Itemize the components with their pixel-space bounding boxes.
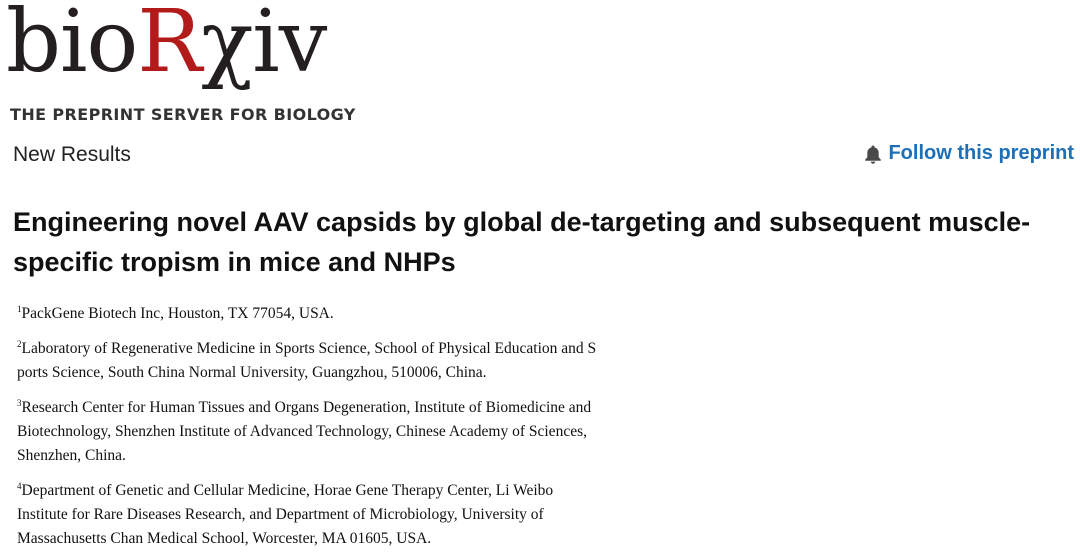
affiliation-text: Research Center for Human Tissues and Organs Degeneration, Institute of Biomedicine and [21,399,592,416]
affiliation-text: ports Science, South China Normal University, Guangzhou, 510006, China. [17,364,487,381]
follow-preprint-label: Follow this preprint [888,142,1074,164]
logo-wordmark [6,0,326,92]
logo-part-bio: bio [6,0,138,92]
article-type-label: New Results [13,143,131,166]
affiliation-4 [17,479,617,551]
biorxiv-logo[interactable] [6,0,366,130]
affiliation-text: Shenzhen, China. [17,447,126,464]
affiliation-3 [17,396,617,468]
affiliation-2 [17,337,617,385]
affiliation-text: PackGene Biotech Inc, Houston, TX 77054, USA. [21,305,334,322]
affiliation-text: Massachusetts Chan Medical School, Worcester, MA 01605, USA. [17,530,432,547]
affiliation-1 [17,302,617,326]
affiliation-number: 1 [17,304,22,314]
affiliation-text: Department of Genetic and Cellular Medicine, Horae Gene Therapy Center, Li Weibo [21,482,554,499]
affiliation-number: 3 [17,398,22,408]
affiliation-number: 2 [17,339,22,349]
paper-title [13,202,1073,282]
paper-title-line-1: Engineering novel AAV capsids by global de-targeting and subsequent muscle- [13,207,1031,237]
affiliation-text: Laboratory of Regenerative Medicine in Sports Science, School of Physical Education and S [21,340,597,357]
follow-preprint-link[interactable] [864,142,1074,165]
affiliation-text: Institute for Rare Diseases Research, and Department of Microbiology, University of [17,506,544,523]
logo-tagline: THE PREPRINT SERVER FOR BIOLOGY [10,105,356,124]
logo-part-xiv: χiv [201,0,327,92]
affiliation-number: 4 [17,481,22,491]
logo-part-r: R [137,0,202,92]
affiliation-text: Biotechnology, Shenzhen Institute of Advanced Technology, Chinese Academy of Sciences, [17,423,587,440]
bell-icon [864,144,882,164]
affiliations-list [17,302,617,552]
paper-title-line-2: specific tropism in mice and NHPs [13,247,456,277]
